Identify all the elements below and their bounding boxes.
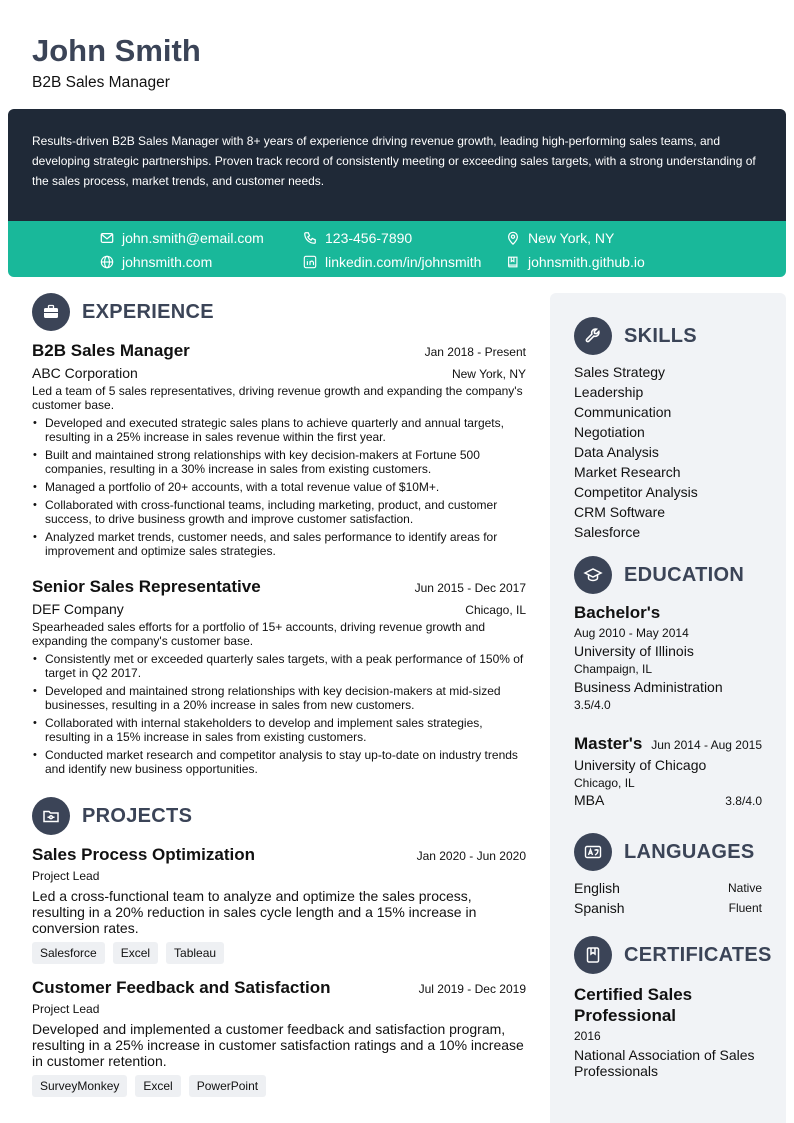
school-location: Champaign, IL [574,662,653,676]
book-icon [506,255,520,269]
job-bullets [32,416,526,558]
job-date: Jan 2018 - Present [424,345,526,359]
skills-list [574,362,698,542]
skill-tag: PowerPoint [189,1075,266,1097]
certificates-title: CERTIFICATES [624,943,772,966]
summary-text: Results-driven B2B Sales Manager with 8+ years of experience driving revenue growth, leading high-performing sales teams, and developing strategic partnerships. Proven track record of consistently meeting or exceeding sales targets, with a strong understanding of the sales process, market trends, and customer needs. [8,109,786,221]
skill-item: Market Research [574,464,681,480]
education-heading [574,556,744,594]
candidate-name: John Smith [32,33,201,68]
project-date: Jan 2020 - Jun 2020 [416,849,526,863]
skills-title: SKILLS [624,324,697,347]
skill-item: Negotiation [574,424,645,440]
education-entry [574,734,762,808]
folder-icon [32,797,70,835]
mail-icon [100,231,114,245]
job-title: Senior Sales Representative [32,577,261,596]
job-bullet: • Developed and maintained strong relationships with key decision-makers at mid-sized businesses, resulting in a 20% increase in sales from new customers. [32,684,526,712]
language-item [574,878,762,898]
contact-github[interactable] [506,253,645,271]
gpa: 3.5/4.0 [574,698,611,712]
projects-title: PROJECTS [82,804,193,827]
projects-heading [32,797,192,835]
phone-icon [303,231,317,245]
skill-item: Leadership [574,384,644,400]
education-date: Jun 2014 - Aug 2015 [651,738,762,752]
skills-heading [574,317,697,355]
project-entry [32,978,526,1097]
degree: Master's [574,734,643,753]
job-company: ABC Corporation [32,365,138,381]
briefcase-icon [32,293,70,331]
experience-entry [32,577,526,780]
project-role: Project Lead [32,1002,100,1016]
project-title: Sales Process Optimization [32,845,255,864]
wrench-icon [574,317,612,355]
language-level: Native [727,881,762,895]
job-bullet: • Managed a portfolio of 20+ accounts, with a total revenue value of $10M+. [32,480,526,494]
job-bullets [32,652,526,776]
skill-item: Communication [574,404,672,420]
job-location: New York, NY [451,367,526,381]
project-role: Project Lead [32,869,100,883]
github-text: johnsmith.github.io [528,254,645,270]
job-location: Chicago, IL [465,603,526,617]
graduation-cap-icon [574,556,612,594]
job-summary: Led a team of 5 sales representatives, driving revenue growth and expanding the company's customer base. [32,384,523,412]
project-tags [32,1075,526,1097]
skill-item: Salesforce [574,524,641,540]
school-location: Chicago, IL [574,776,635,790]
certificate-issuer: National Association of Sales Professionals [574,1047,755,1079]
contact-linkedin[interactable] [303,253,481,271]
skill-tag: Excel [135,1075,180,1097]
education-title: EDUCATION [624,563,745,586]
school: University of Chicago [574,757,707,773]
job-summary: Spearheaded sales efforts for a portfolio of 15+ accounts, driving revenue growth and expanding the company's customer base. [32,620,486,648]
certificate-year: 2016 [574,1029,601,1043]
languages-title: LANGUAGES [624,840,755,863]
field-of-study: MBA [574,792,605,808]
field-of-study: Business Administration [574,679,723,695]
language-level: Fluent [728,901,762,915]
project-tags [32,942,526,964]
job-bullet: • Consistently met or exceeded quarterly sales targets, with a peak performance of 150% of target in Q2 2017. [32,652,526,680]
certificates-heading [574,936,772,974]
project-description: Led a cross-functional team to analyze and optimize the sales process, resulting in a 20% reduction in sales cycle length and a 15% increase in conversion rates. [32,888,477,936]
job-bullet: • Developed and executed strategic sales plans to achieve quarterly and annual targets, resulting in a 25% increase in sales revenue within the first year. [32,416,526,444]
language-item [574,898,762,918]
translate-icon [574,833,612,871]
globe-icon [100,255,114,269]
job-date: Jun 2015 - Dec 2017 [414,581,526,595]
skill-tag: Salesforce [32,942,105,964]
languages-heading [574,833,754,871]
gpa: 3.8/4.0 [725,794,762,808]
experience-heading [32,293,214,331]
email-text: john.smith@email.com [122,230,264,246]
location-pin-icon [506,231,520,245]
skill-tag: Tableau [166,942,224,964]
project-entry [32,845,526,964]
candidate-title: B2B Sales Manager [32,74,170,91]
experience-entry [32,341,526,562]
education-date: Aug 2010 - May 2014 [574,626,689,640]
skill-tag: SurveyMonkey [32,1075,127,1097]
language-name: Spanish [574,900,625,916]
job-bullet: • Conducted market research and competitor analysis to stay up-to-date on industry trends and identify new business opportunities. [32,748,526,776]
certificate-entry [574,984,762,1079]
skill-tag: Excel [113,942,158,964]
project-title: Customer Feedback and Satisfaction [32,978,331,997]
linkedin-icon [303,255,317,269]
resume-header [32,32,201,92]
job-bullet: • Analyzed market trends, customer needs, and sales performance to identify areas for improvement and optimize sales strategies. [32,530,526,558]
job-bullet: • Collaborated with internal stakeholders to develop and implement sales strategies, resulting in a 15% increase in sales from existing customers. [32,716,526,744]
languages-list [574,878,762,918]
contact-website[interactable] [100,253,212,271]
job-bullet: • Built and maintained strong relationships with key decision-makers at Fortune 500 companies, resulting in a 30% increase in sales from existing customers. [32,448,526,476]
project-date: Jul 2019 - Dec 2019 [418,982,526,996]
job-company: DEF Company [32,601,124,617]
location-text: New York, NY [528,230,615,246]
experience-title: EXPERIENCE [82,300,214,323]
project-description: Developed and implemented a customer feedback and satisfaction program, resulting in a 25% increase in customer satisfaction ratings and a 10% increase in customer retention. [32,1021,524,1069]
skill-item: Data Analysis [574,444,659,460]
degree: Bachelor's [574,603,661,622]
skill-item: Competitor Analysis [574,484,698,500]
job-bullet: • Collaborated with cross-functional teams, including marketing, product, and customer success, to drive business growth and improve customer satisfaction. [32,498,526,526]
contact-phone[interactable] [303,229,412,247]
phone-text: 123-456-7890 [325,230,413,246]
school: University of Illinois [574,643,694,659]
job-title: B2B Sales Manager [32,341,190,360]
certificate-book-icon [574,936,612,974]
certificate-name: Certified Sales Professional [574,985,693,1025]
website-text: johnsmith.com [122,254,213,270]
contact-bar [8,221,786,277]
contact-email[interactable] [100,229,264,247]
education-entry [574,603,762,712]
linkedin-text: linkedin.com/in/johnsmith [325,254,482,270]
skill-item: Sales Strategy [574,364,666,380]
contact-location [506,229,614,247]
skill-item: CRM Software [574,504,666,520]
language-name: English [574,880,620,896]
